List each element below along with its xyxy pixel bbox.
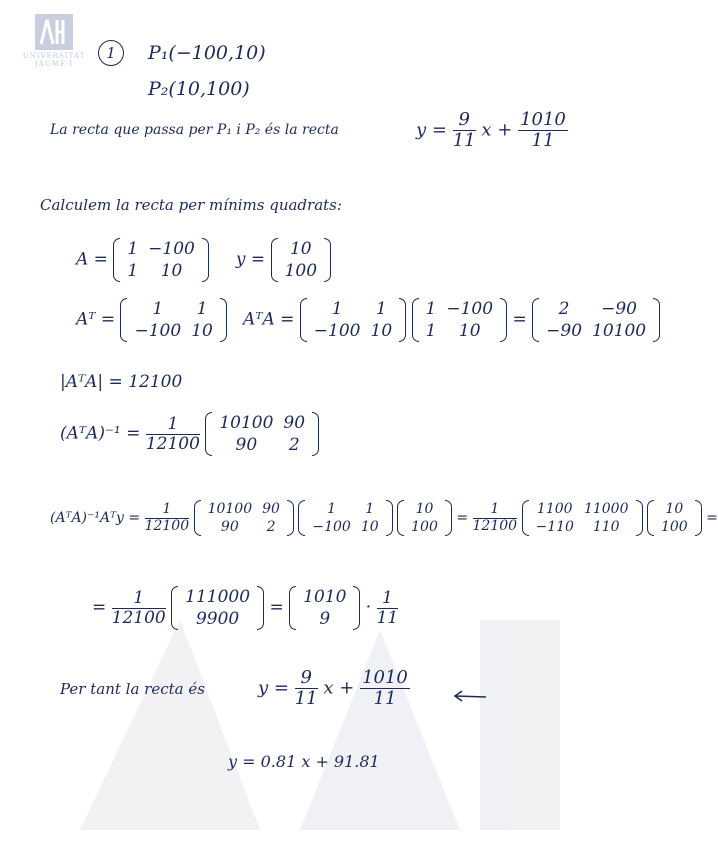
inverse-scalar — [146, 415, 200, 453]
vector-y-factor-2 — [647, 500, 702, 536]
cell: 2 — [558, 299, 570, 319]
vector-result — [171, 586, 264, 630]
scalar-den: 12100 — [111, 607, 166, 628]
cell: −100 — [312, 519, 351, 535]
cell: −110 — [535, 519, 574, 535]
scalar-num: 1 — [112, 589, 166, 609]
matrix-inverse-factor — [194, 500, 294, 536]
line-through-points-text: La recta que passa per P₁ i P₂ és la recta — [50, 122, 339, 138]
solution-scalar-2 — [473, 502, 518, 534]
intercept-fraction — [360, 668, 410, 709]
cell: 90 — [283, 413, 306, 433]
dot: · — [365, 597, 372, 618]
intercept-den: 11 — [373, 687, 397, 709]
scalar-den: 12100 — [145, 433, 200, 454]
cell: −100 — [313, 321, 361, 341]
cell: 10100 — [207, 501, 253, 517]
slope-num: 9 — [295, 668, 318, 689]
cell: 10100 — [219, 413, 274, 433]
A-label: A = — [76, 249, 108, 270]
cell: 9 — [319, 609, 331, 629]
ATA-label: AᵀA = — [243, 309, 295, 330]
cell: 2 — [266, 519, 276, 535]
equals: = — [706, 510, 718, 526]
cell: 1 — [425, 321, 437, 341]
intercept-fraction — [518, 110, 568, 151]
matrix-product — [522, 500, 643, 536]
scalar-den: 12100 — [144, 517, 190, 534]
cell: 1 — [375, 299, 387, 319]
solution-row — [50, 500, 718, 536]
point-p2: P₂(10,100) — [148, 78, 250, 100]
cell: 10 — [191, 321, 213, 341]
matrix-AT-factor-2 — [298, 500, 392, 536]
determinant: |AᵀA| = 12100 — [60, 372, 183, 392]
intercept-num: 1010 — [362, 667, 408, 688]
equals: = — [512, 309, 527, 330]
AT-label: Aᵀ = — [76, 309, 116, 330]
slope-den: 11 — [452, 129, 476, 151]
eq-lhs: y = — [416, 119, 447, 141]
conclusion-equation — [258, 668, 410, 709]
matrix-A — [113, 238, 209, 282]
matrix-A-row — [76, 238, 331, 282]
equals: = — [456, 510, 469, 526]
cell: 1 — [127, 239, 139, 259]
eq-mid: x + — [481, 119, 513, 141]
cell: 9900 — [195, 609, 240, 629]
slope-den: 11 — [294, 687, 318, 709]
intercept-num: 1010 — [520, 109, 566, 130]
cell: 1 — [331, 299, 343, 319]
least-squares-heading: Calculem la recta per mínims quadrats: — [40, 196, 342, 214]
university-logo-mark — [33, 12, 75, 52]
cell: 10 — [360, 519, 379, 535]
cell: 110 — [592, 519, 620, 535]
cell: 1 — [365, 501, 375, 517]
university-logo — [18, 12, 90, 68]
y-label: y = — [235, 249, 266, 270]
vector-final — [289, 586, 360, 630]
slope-fraction — [295, 668, 318, 709]
cell: 10 — [289, 239, 312, 259]
cell: −90 — [601, 299, 638, 319]
cell: 1 — [327, 501, 337, 517]
cell: −100 — [446, 299, 494, 319]
cell: 1 — [152, 299, 164, 319]
cell: 1100 — [536, 501, 573, 517]
scalar-den: 12100 — [472, 517, 518, 534]
cell: 90 — [220, 519, 239, 535]
vector-y — [271, 238, 331, 282]
logo-text-line1: UNIVERSITAT — [22, 52, 86, 60]
inverse-label: (AᵀA)⁻¹ = — [60, 423, 141, 444]
cell: 1 — [127, 261, 139, 281]
cell: 90 — [235, 435, 258, 455]
point-p1: P₁(−100,10) — [148, 42, 266, 64]
problem-number: 1 — [98, 40, 124, 66]
cell: 100 — [660, 519, 688, 535]
result-scalar — [112, 589, 166, 627]
scalar-den: 11 — [376, 607, 399, 628]
eq-lhs: y = — [258, 677, 289, 699]
cell: −90 — [546, 321, 583, 341]
cell: −100 — [148, 239, 195, 259]
line-equation — [416, 110, 568, 151]
matrix-A-factor — [412, 298, 508, 342]
scalar-num: 1 — [473, 502, 518, 518]
matrix-AT-factor — [300, 298, 406, 342]
result-row — [92, 586, 398, 630]
cell: 100 — [284, 261, 318, 281]
logo-text-line2: JAUME·I — [34, 60, 74, 68]
eq-mid: x + — [323, 677, 355, 699]
intercept-den: 11 — [531, 129, 555, 151]
matrix-ATA — [532, 298, 660, 342]
slope-num: 9 — [453, 110, 476, 131]
scalar-num: 1 — [377, 589, 399, 609]
cell: 10 — [370, 321, 393, 341]
cell: 10 — [160, 261, 183, 281]
cell: −100 — [134, 321, 182, 341]
vector-y-factor — [397, 500, 452, 536]
inverse-row — [60, 412, 319, 456]
scalar-num: 1 — [146, 415, 200, 435]
cell: 2 — [288, 435, 300, 455]
cell: 1 — [425, 299, 437, 319]
cell: 100 — [411, 519, 438, 535]
matrix-AT-row — [76, 298, 660, 342]
slope-fraction — [453, 110, 476, 151]
equals: = — [92, 597, 107, 618]
cell: 10 — [458, 321, 481, 341]
cell: 1 — [196, 299, 208, 319]
approximate-equation: y = 0.81 x + 91.81 — [228, 752, 380, 771]
solution-label: (AᵀA)⁻¹Aᵀy = — [50, 510, 141, 526]
equals: = — [269, 597, 284, 618]
final-scalar — [377, 589, 399, 627]
cell: 1010 — [303, 587, 347, 607]
conclusion-text: Per tant la recta és — [60, 680, 205, 698]
left-arrow-icon — [452, 688, 488, 704]
cell: 11000 — [583, 501, 629, 517]
matrix-AT — [120, 298, 226, 342]
cell: 90 — [262, 501, 280, 517]
cell: 10100 — [592, 321, 647, 341]
cell: 10 — [415, 501, 434, 517]
cell: 111000 — [185, 587, 251, 607]
scalar-num: 1 — [145, 502, 190, 518]
matrix-inverse — [205, 412, 319, 456]
cell: 10 — [665, 501, 684, 517]
solution-scalar — [145, 502, 190, 534]
